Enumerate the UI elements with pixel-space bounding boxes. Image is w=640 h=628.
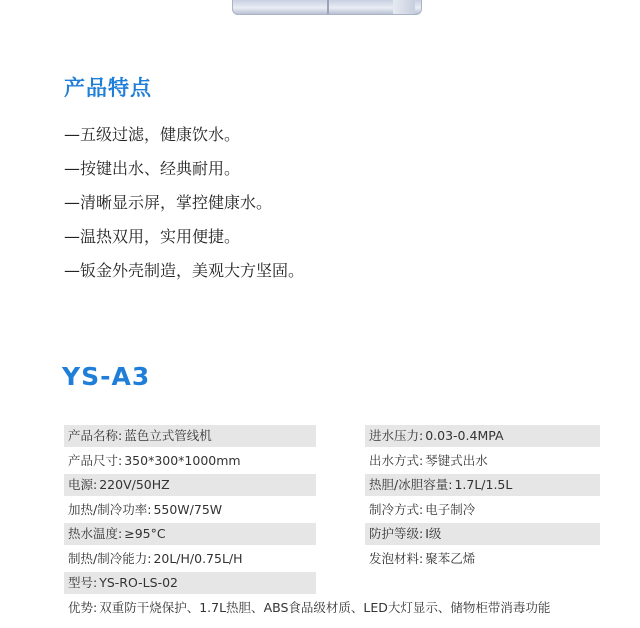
spec-label: 优势: — [68, 599, 98, 615]
spec-cell — [365, 474, 600, 496]
spec-label: 热胆/冰胆容量: — [369, 477, 453, 492]
spec-cell — [365, 499, 600, 521]
spec-row — [64, 548, 600, 572]
spec-label: 制冷方式: — [369, 501, 424, 517]
product-image — [232, 0, 422, 15]
feature-item: —清晰显示屏，掌控健康水。 — [64, 193, 273, 212]
spec-label: 加热/制冷功率: — [68, 501, 152, 517]
spec-cell — [64, 523, 316, 545]
spec-label: 产品名称: — [68, 428, 123, 443]
spec-value: 电子制冷 — [425, 501, 476, 517]
feature-item: —温热双用，实用便捷。 — [64, 227, 241, 246]
spec-row — [64, 450, 600, 474]
spec-cell — [64, 425, 316, 447]
spec-cell — [365, 548, 600, 570]
feature-item: —钣金外壳制造，美观大方坚固。 — [64, 261, 305, 280]
spec-label: 型号: — [68, 575, 98, 590]
spec-cell — [64, 474, 316, 496]
spec-value: YS-RO-LS-02 — [99, 575, 178, 590]
spec-value: 220V/50HZ — [99, 477, 170, 492]
spec-cell — [64, 597, 600, 619]
spec-cell — [64, 572, 316, 594]
spec-label: 产品尺寸: — [68, 452, 123, 468]
spec-value: 0.03-0.4MPA — [425, 428, 504, 443]
spec-row-advantages — [64, 597, 600, 621]
spec-value: 550W/75W — [153, 501, 223, 517]
spec-label: 发泡材料: — [369, 550, 424, 566]
product-side-shade — [393, 0, 415, 14]
spec-label: 电源: — [68, 477, 98, 492]
spec-value: 聚苯乙烯 — [425, 550, 476, 566]
spec-cell — [64, 450, 316, 472]
spec-row — [64, 474, 600, 498]
spec-label: 热水温度: — [68, 526, 123, 541]
features-list — [64, 118, 304, 288]
spec-table — [64, 425, 600, 621]
spec-label: 防护等级: — [369, 526, 424, 541]
features-title: 产品特点 — [64, 76, 152, 100]
spec-value: 琴键式出水 — [425, 452, 488, 468]
spec-value: 蓝色立式管线机 — [124, 428, 212, 443]
feature-item: —按键出水、经典耐用。 — [64, 159, 241, 178]
spec-value: I级 — [425, 526, 442, 541]
spec-cell — [365, 450, 600, 472]
spec-row — [64, 572, 600, 596]
spec-value: 20L/H/0.75L/H — [153, 550, 243, 566]
spec-cell — [64, 499, 316, 521]
spec-row — [64, 425, 600, 449]
spec-value: 1.7L/1.5L — [454, 477, 513, 492]
spec-label: 出水方式: — [369, 452, 424, 468]
spec-value: 350*300*1000mm — [124, 452, 241, 468]
spec-value: ≥95°C — [124, 526, 166, 541]
spec-row — [64, 523, 600, 547]
spec-cell — [365, 523, 600, 545]
spec-row — [64, 499, 600, 523]
product-door-line — [327, 0, 329, 14]
spec-cell — [64, 548, 316, 570]
spec-value: 双重防干烧保护、1.7L热胆、ABS食品级材质、LED大灯显示、储物柜带消毒功能 — [99, 599, 551, 615]
spec-label: 进水压力: — [369, 428, 424, 443]
model-title: YS-A3 — [62, 362, 151, 391]
spec-cell — [365, 425, 600, 447]
spec-label: 制热/制冷能力: — [68, 550, 152, 566]
feature-item: —五级过滤，健康饮水。 — [64, 125, 241, 144]
